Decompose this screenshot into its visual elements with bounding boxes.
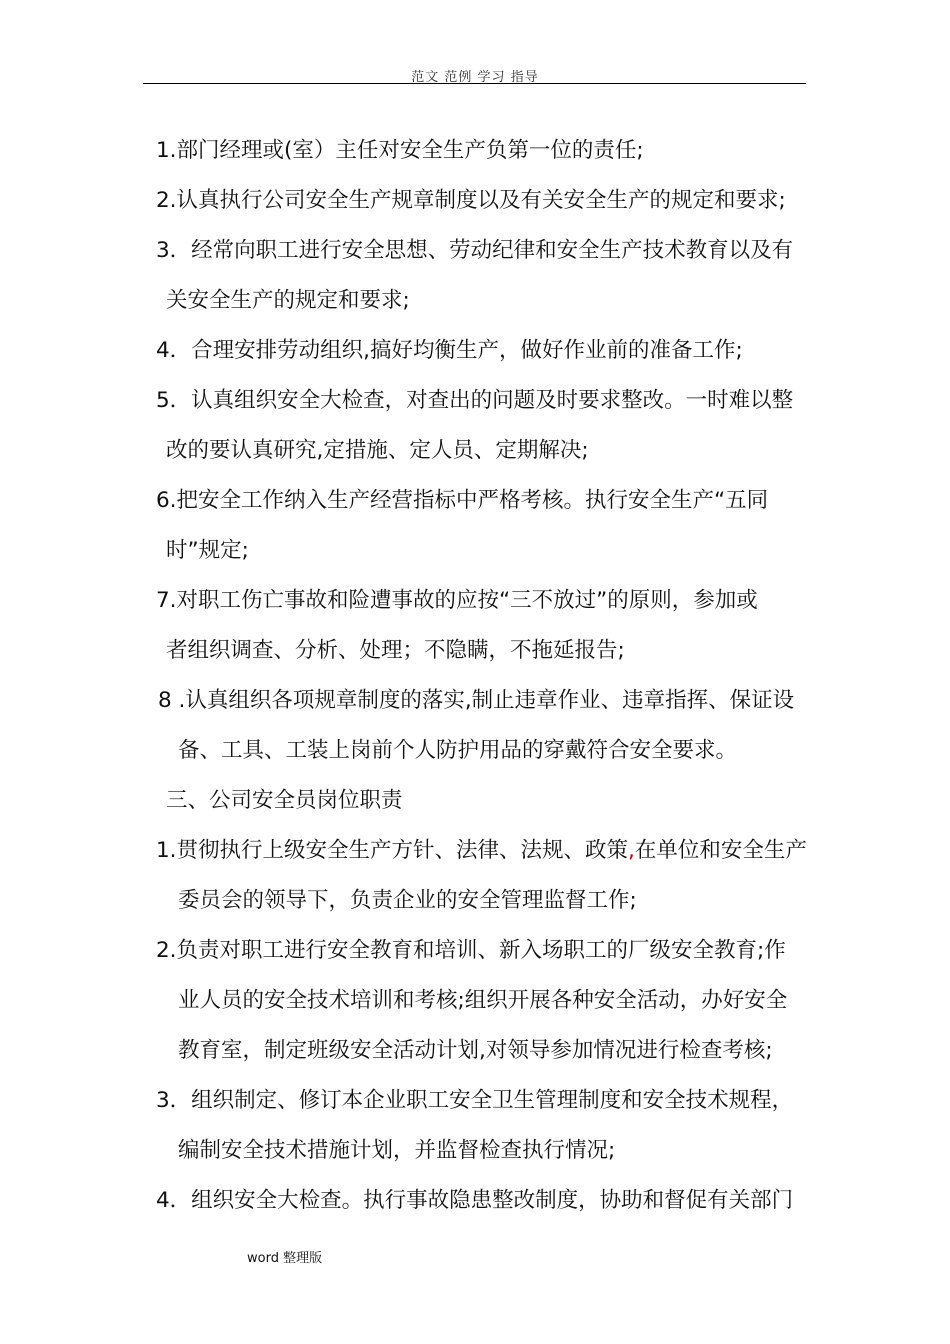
text-line: 4．合理安排劳动组织,搞好均衡生产，做好作业前的准备工作; [156, 338, 743, 363]
text-line: 7.对职工伤亡事故和险遭事故的应按“三不放过”的原则，参加或 [156, 588, 758, 613]
text-line: 3．经常向职工进行安全思想、劳动纪律和安全生产技术教育以及有 [156, 238, 794, 263]
text-line: 备、工具、工装上岗前个人防护用品的穿戴符合安全要求。 [178, 738, 738, 763]
text-line: 时”规定; [166, 538, 249, 563]
red-comma-mark: , [628, 838, 635, 863]
text-segment: 1.贯彻执行上级安全生产方针、法律、法规、政策 [156, 838, 629, 863]
text-line: 编制安全技术措施计划，并监督检查执行情况; [178, 1138, 616, 1163]
text-line: 改的要认真研究,定措施、定人员、定期解决; [166, 438, 589, 463]
text-line: 业人员的安全技术培训和考核;组织开展各种安全活动，办好安全 [178, 988, 788, 1013]
section-heading: 三、公司安全员岗位职责 [166, 788, 403, 813]
text-line: 2.认真执行公司安全生产规章制度以及有关安全生产的规定和要求; [156, 188, 786, 213]
text-line: 教育室，制定班级安全活动计划,对领导参加情况进行检查考核; [178, 1038, 773, 1063]
text-line: 者组织调查、分析、处理；不隐瞒，不拖延报告; [166, 638, 625, 663]
text-line [156, 840, 807, 862]
text-line: 2.负责对职工进行安全教育和培训、新入场职工的厂级安全教育;作 [156, 938, 786, 963]
text-line: 1.部门经理或(室）主任对安全生产负第一位的责任; [156, 138, 644, 163]
text-line: 6.把安全工作纳入生产经营指标中严格考核。执行安全生产“五同 [156, 488, 769, 513]
text-line: 4．组织安全大检查。执行事故隐患整改制度，协助和督促有关部门 [156, 1188, 794, 1213]
text-line: 委员会的领导下，负责企业的安全管理监督工作; [178, 888, 637, 913]
page-footer: word 整理版 [247, 1251, 323, 1266]
header-divider [143, 83, 806, 84]
text-line: 3．组织制定、修订本企业职工安全卫生管理制度和安全技术规程， [156, 1088, 794, 1113]
text-line: 8 .认真组织各项规章制度的落实,制止违章作业、违章指挥、保证设 [158, 688, 795, 713]
text-segment: 在单位和安全生产 [634, 838, 807, 863]
page-header: 范文 范例 学习 指导 [411, 70, 539, 85]
text-line: 5．认真组织安全大检查，对查出的问题及时要求整改。一时难以整 [156, 388, 794, 413]
text-line: 关安全生产的规定和要求; [166, 288, 410, 313]
